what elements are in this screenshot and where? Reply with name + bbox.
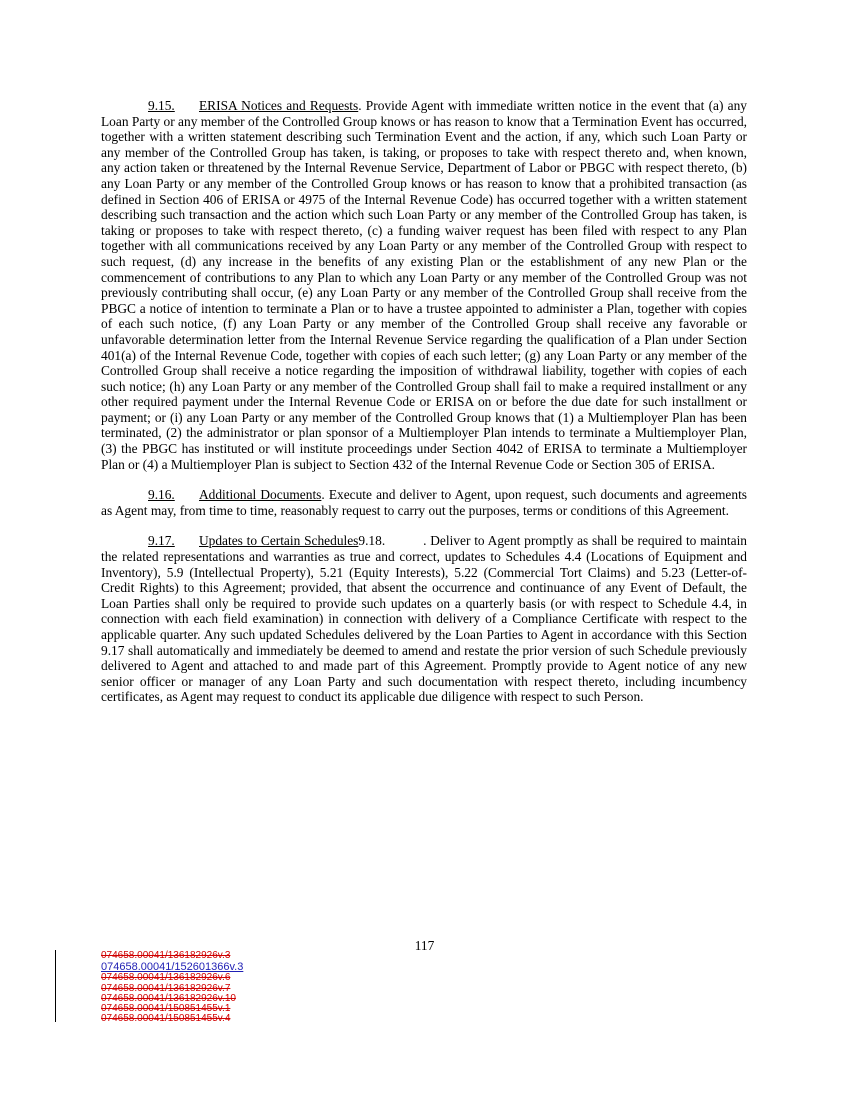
section-title: Additional Documents [199, 487, 322, 503]
deleted-doc-id: 074658.00041/136182926v.10 [101, 992, 236, 1004]
section-body: . Execute and deliver to Agent, upon request, such documents and agreements as Agent may, from time to time, reasonably request to carry out the purposes, terms or conditions of this Agreement. [101, 487, 747, 518]
deleted-doc-id: 074658.00041/136182926v.6 [101, 972, 231, 984]
document-body [101, 98, 747, 720]
section-9-17 [101, 533, 747, 705]
section-9-15 [101, 98, 747, 472]
document-id-footer [101, 951, 243, 1025]
section-title: ERISA Notices and Requests [199, 98, 359, 113]
section-9-16 [101, 487, 747, 518]
page-number: 117 [414, 938, 435, 953]
section-number: 9.17. [148, 533, 175, 549]
section-number: 9.16. [148, 487, 175, 503]
deleted-doc-id: 074658.00041/150851455v.4 [101, 1013, 231, 1025]
deleted-doc-id: 074658.00041/136182926v.7 [101, 982, 231, 994]
current-doc-id: 074658.00041/152601366v.3 [101, 961, 244, 974]
section-title: Updates to Certain Schedules [199, 533, 359, 549]
revision-bar [55, 950, 56, 1022]
section-body: . Provide Agent with immediate written notice in the event that (a) any Loan Party or any member of the Controlled Group knows or has reason to know that a Termination Event has occurred, together with a written statement describing such Termination Event and the action, if any, which such Loan Party or any member of the Controlled Group has taken, is taking, or proposes to take with respect thereto and, when known, any action taken or threatened by the Internal Revenue Service, Department of Labor or PBGC with respect thereto, (b) any Loan Party or any member of the Controlled Group knows or has reason to know that a prohibited transaction (as defined in Section 406 of ERISA or 4975 of the Internal Revenue Code) has occurred together with a written statement describing such transaction and the action which such Loan Party or any member of the Controlled Group has taken, is taking or proposes to take with respect thereto, (c) a funding waiver request has been filed with respect to any Plan together with all communications received by any Loan Party or any member of the Controlled Group with respect to such request, (d) any increase in the benefits of any existing Plan or the establishment of any new Plan or the commencement of contributions to any Plan to which any Loan Party or any member of the Controlled Group was not previously contributing shall occur, (e) any Loan Party or any member of the Controlled Group shall receive from the PBGC a notice of intention to terminate a Plan or to have a trustee appointed to administer a Plan, together with copies of each such notice, (f) any Loan Party or any member of the Controlled Group shall receive any favorable or unfavorable determination letter from the Internal Revenue Service regarding the qualification of a Plan under Section 401(a) of the Internal Revenue Code, together with copies of each such letter; (g) any Loan Party or any member of the Controlled Group shall receive a notice regarding the imposition of withdrawal liability, together with copies of each such notice; (h) any Loan Party or any member of the Controlled Group shall fail to make a required installment or any other required payment under the Internal Revenue Code or ERISA on or before the due date for such installment or payment; or (i) any Loan Party or any member of the Controlled Group knows that (1) a Multiemployer Plan has been terminated, (2) the administrator or plan sponsor of a Multiemployer Plan intends to terminate a Multiemployer Plan, (3) the PBGC has instituted or will institute proceedings under Section 4042 of ERISA to terminate a Multiemployer Plan or (4) a Multiemployer Plan is subject to Section 432 of the Internal Revenue Code or Section 305 of ERISA. [101, 98, 747, 472]
deleted-doc-id: 074658.00041/136182926v.3 [101, 950, 231, 961]
section-number: 9.15. [148, 98, 175, 113]
section-body: 9.18. . Deliver to Agent promptly as shall be required to maintain the related representations and warranties as true and correct, updates to Schedules 4.4 (Locations of Equipment and Inventory), 5.9 (Intellectual Property), 5.21 (Equity Interests), 5.22 (Commercial Tort Claims) and 5.23 (Letter-of-Credit Rights) to this Agreement; provided, that absent the occurrence and continuance of any Event of Default, the Loan Parties shall only be required to provide such updates on a quarterly basis (or with respect to Schedule 4.4, in connection with each field examination) in connection with delivery of a Compliance Certificate with respect to the applicable quarter. Any such updated Schedules delivered by the Loan Parties to Agent in accordance with this Section 9.17 shall automatically and immediately be deemed to amend and restate the prior version of such Schedule previously delivered to Agent and attached to and made part of this Agreement. Promptly provide to Agent notice of any new senior officer or manager of any Loan Party and such documentation with respect thereto, including incumbency certificates, as Agent may request to conduct its applicable due diligence with respect to such Person. [101, 533, 748, 705]
deleted-doc-id: 074658.00041/150851455v.1 [101, 1003, 231, 1015]
